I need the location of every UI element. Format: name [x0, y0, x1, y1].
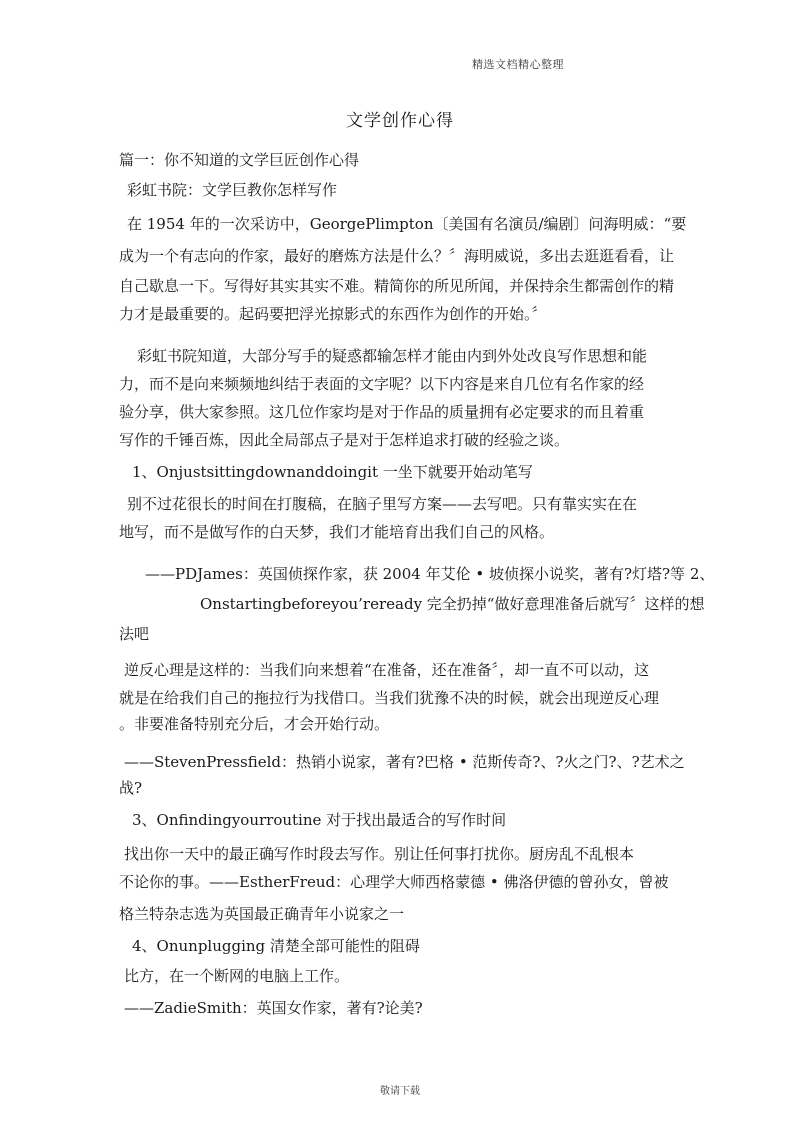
paragraph-line: 力才是最重要的。起码要把浮光掠影式的东西作为创作的开始。〞	[119, 305, 547, 323]
paragraph-line: 战?	[119, 779, 143, 797]
paragraph-line: 比方，在一个断网的电脑上工作。	[124, 967, 350, 985]
quote-attribution: ——StevenPressfield：热销小说家，著有?巴格 • 范斯传奇?、?火之门?、?艺术之	[124, 753, 685, 771]
paragraph-line: 就是在给我们自己的拖拉行为找借口。当我们犹豫不决的时候，就会出现逆反心理	[119, 689, 660, 707]
paragraph-line: 找出你一天中的最正确写作时段去写作。别让任何事打扰你。厨房乱不乱根本	[124, 845, 635, 863]
list-item-heading: 1、Onjustsittingdownanddoingit 一坐下就要开始动笔写	[132, 463, 533, 481]
paragraph-line: 不论你的事。——EstherFreud：心理学大师西格蒙德 • 佛洛伊德的曾孙女，曾被	[119, 873, 669, 891]
paragraph-line: 自己歇息一下。写得好其实其实不难。精简你的所见所闻，并保持余生都需创作的精	[119, 277, 675, 295]
paragraph-line: 逆反心理是这样的：当我们向来想着“在准备，还在准备〞，却一直不可以动，这	[124, 661, 650, 679]
list-item-heading: 3、Onfindingyourroutine 对于找出最适合的写作时间	[132, 811, 507, 829]
page-header: 精选文档精心整理	[472, 58, 564, 71]
paragraph-line: 成为一个有志向的作家，最好的磨炼方法是什么？〞海明威说，多出去逛逛看看，让	[119, 247, 675, 265]
quote-attribution: ——ZadieSmith：英国女作家，著有?论美?	[124, 999, 423, 1017]
quote-attribution: ——PDJames：英国侦探作家，获 2004 年艾伦 • 坡侦探小说奖，著有?灯塔?等 2、	[145, 565, 715, 583]
paragraph-line: 彩虹书院知道，大部分写手的疑惑都输怎样才能由内到外处改良写作思想和能	[137, 347, 648, 365]
subheading: 彩虹书院：文学巨教你怎样写作	[127, 181, 338, 199]
list-item-heading: 4、Onunplugging 清楚全部可能性的阻碍	[132, 937, 420, 955]
paragraph-line: 别不过花很长的时间在打腹稿，在脑子里写方案——去写吧。只有靠实实在在	[127, 495, 638, 513]
paragraph-line: 格兰特杂志选为英国最正确青年小说家之一	[119, 905, 405, 923]
section-heading: 篇一：你不知道的文学巨匠创作心得	[119, 151, 360, 169]
paragraph-line: 力，而不是向来频频地纠结于表面的文字呢？以下内容是来自几位有名作家的经	[119, 375, 645, 393]
page-footer: 敬请下载	[380, 1086, 420, 1097]
paragraph-line: 。非要准备特别充分后，才会开始行动。	[119, 715, 390, 733]
paragraph-line: 地写，而不是做写作的白天梦，我们才能培育出我们自己的风格。	[119, 523, 555, 541]
paragraph-line: 法吧	[119, 625, 150, 643]
paragraph-line: 验分享，供大家参照。这几位作家均是对于作品的质量拥有必定要求的而且着重	[119, 403, 645, 421]
paragraph-line: 写作的千锤百炼，因此全局部点子是对于怎样追求打破的经验之谈。	[119, 431, 570, 449]
list-item-heading: Onstartingbeforeyou’reready 完全扔掉“做好意理准备后就写〞这样的想	[200, 595, 705, 613]
paragraph-line: 在 1954 年的一次采访中，GeorgePlimpton〔美国有名演员/编剧〕问海明威：“要	[127, 215, 687, 233]
document-title: 文学创作心得	[346, 111, 454, 131]
